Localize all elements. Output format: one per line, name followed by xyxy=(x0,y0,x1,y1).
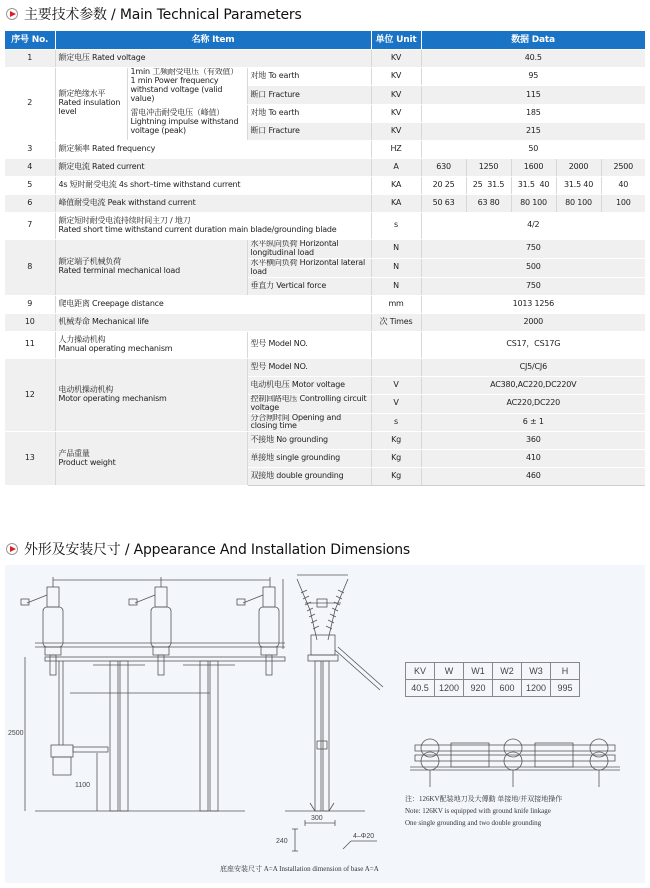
table-row xyxy=(5,239,645,258)
row-no: 8 xyxy=(5,239,55,295)
row-data: CS17，CS17G xyxy=(421,331,645,358)
header-data: 数据 Data xyxy=(421,31,645,50)
row-no: 5 xyxy=(5,176,55,194)
dim-header: W xyxy=(435,663,464,680)
row-data: 50 xyxy=(421,140,645,158)
row-data: 6 ± 1 xyxy=(421,413,645,432)
row-no: 7 xyxy=(5,212,55,239)
table-row xyxy=(5,212,645,239)
row-data-cell: 20 25 xyxy=(421,176,466,194)
insulator-1 xyxy=(21,587,63,675)
table-row xyxy=(5,194,645,212)
group-en: Rated terminal mechanical load xyxy=(58,266,180,276)
note-en-2: One single grounding and two double grounding xyxy=(405,819,542,827)
row-data: CJ5/CJ6 xyxy=(421,358,645,376)
play-bullet-icon xyxy=(6,8,18,20)
row-data: 95 xyxy=(421,68,645,86)
row-unit: Kg xyxy=(371,450,421,468)
header-unit: 单位 Unit xyxy=(371,31,421,50)
row-data: 185 xyxy=(421,104,645,122)
row-data: 1013 1256 xyxy=(421,295,645,313)
group-cn: 额定绝缘水平 xyxy=(58,89,106,99)
row-data: 4/2 xyxy=(421,212,645,239)
row-item: 额定电流 Rated current xyxy=(55,158,371,176)
note-en-1: Note: 126KV is equipped with ground knife linkage xyxy=(405,807,551,815)
row-data: 500 xyxy=(421,258,645,277)
front-view-drawing xyxy=(21,577,285,811)
row-label: 单接地 single grounding xyxy=(247,450,371,468)
row-label: 对地 To earth xyxy=(247,104,371,122)
dimensions-header-row xyxy=(406,663,580,680)
group-en: Product weight xyxy=(58,457,116,467)
row-label: 控制回路电压 Controlling circuit voltage xyxy=(247,394,371,413)
row-unit: 次 Times xyxy=(371,313,421,331)
dim-value: 995 xyxy=(551,680,580,697)
row-data: 410 xyxy=(421,450,645,468)
row-data: 2000 xyxy=(421,313,645,331)
subgroup-cn: 1min 工频耐受电压（有效值） xyxy=(130,67,239,76)
section-title-dimensions xyxy=(6,539,410,559)
row-no: 13 xyxy=(5,432,55,486)
row-item xyxy=(55,212,371,239)
row-unit xyxy=(371,331,421,358)
dim-header: KV xyxy=(406,663,435,680)
dim-header: W3 xyxy=(522,663,551,680)
row-subgroup xyxy=(127,68,247,105)
row-no: 3 xyxy=(5,140,55,158)
row-data-cell: 1600 xyxy=(511,158,556,176)
group-cn: 产品重量 xyxy=(58,448,90,458)
row-label: 水平横向负荷 Horizontal lateral load xyxy=(247,258,371,277)
section-title-text: 主要技术参数 / Main Technical Parameters xyxy=(24,7,302,23)
row-data-cell: 25 31.5 xyxy=(466,176,511,194)
group-cn: 人力操动机构 xyxy=(58,334,106,344)
section-title-parameters xyxy=(6,4,302,24)
parameters-table xyxy=(5,31,646,486)
row-no: 6 xyxy=(5,194,55,212)
dim-header: W1 xyxy=(464,663,493,680)
row-group xyxy=(55,239,247,295)
table-row xyxy=(5,432,645,450)
row-unit: Kg xyxy=(371,432,421,450)
dimensions-table xyxy=(405,662,580,697)
table-row xyxy=(5,313,645,331)
row-unit: V xyxy=(371,394,421,413)
dim-header: H xyxy=(551,663,580,680)
insulator-2 xyxy=(129,587,171,675)
technical-drawing xyxy=(5,565,645,883)
dim-value: 1200 xyxy=(435,680,464,697)
row-data: 360 xyxy=(421,432,645,450)
row-unit: N xyxy=(371,277,421,295)
top-view-drawing xyxy=(410,739,620,787)
row-no: 9 xyxy=(5,295,55,313)
group-en: Rated insulation level xyxy=(58,98,121,117)
row-label: 电动机电压 Motor voltage xyxy=(247,376,371,394)
row-data-cell: 80 100 xyxy=(556,194,601,212)
dimensions-value-row xyxy=(406,680,580,697)
row-unit: V xyxy=(371,376,421,394)
row-unit: KV xyxy=(371,122,421,140)
row-label: 垂直力 Vertical force xyxy=(247,277,371,295)
base-caption: 底座安装尺寸 A=A Installation dimension of base A=A xyxy=(220,865,379,873)
row-unit: N xyxy=(371,258,421,277)
row-group xyxy=(55,331,247,358)
row-unit: KV xyxy=(371,50,421,68)
row-group xyxy=(55,432,247,486)
insulator-3 xyxy=(237,587,279,675)
row-unit: KV xyxy=(371,104,421,122)
row-data: 750 xyxy=(421,239,645,258)
row-item: 额定频率 Rated frequency xyxy=(55,140,371,158)
row-label: 不接地 No grounding xyxy=(247,432,371,450)
header-item: 名称 Item xyxy=(55,31,371,50)
table-header-row xyxy=(5,31,645,50)
row-data-cell: 630 xyxy=(421,158,466,176)
dim-value: 920 xyxy=(464,680,493,697)
table-row xyxy=(5,176,645,194)
row-label: 水平纵向负荷 Horizontal longitudinal load xyxy=(247,239,371,258)
subgroup-en: 1 min Power frequency withstand voltage (valid value) xyxy=(130,75,223,103)
row-unit: s xyxy=(371,413,421,432)
row-label: 型号 Model NO. xyxy=(247,358,371,376)
height-label: 2500 xyxy=(8,730,24,737)
row-unit: KA xyxy=(371,194,421,212)
play-bullet-icon xyxy=(6,543,18,555)
row-data-cell: 63 80 xyxy=(466,194,511,212)
row-data: 215 xyxy=(421,122,645,140)
header-no: 序号 No. xyxy=(5,31,55,50)
group-en: Motor operating mechanism xyxy=(58,394,167,404)
row-unit: mm xyxy=(371,295,421,313)
base-dim-b: 240 xyxy=(276,838,288,845)
base-dim-holes: 4–Φ20 xyxy=(353,833,375,840)
table-row xyxy=(5,331,645,358)
row-label: 型号 Model NO. xyxy=(247,331,371,358)
dim-value: 40.5 xyxy=(406,680,435,697)
row-label: 断口 Fracture xyxy=(247,86,371,104)
row-item: 爬电距离 Creepage distance xyxy=(55,295,371,313)
group-cn: 额定端子机械负荷 xyxy=(58,257,121,267)
row-unit: s xyxy=(371,212,421,239)
base-dim-a: 300 xyxy=(311,815,323,822)
row-label: 断口 Fracture xyxy=(247,122,371,140)
dim-value: 1200 xyxy=(522,680,551,697)
dim-header: W2 xyxy=(493,663,522,680)
table-row xyxy=(5,68,645,86)
row-data: 460 xyxy=(421,468,645,486)
row-no: 12 xyxy=(5,358,55,432)
table-row xyxy=(5,295,645,313)
item-en: Rated short time withstand current duration main blade/grounding blade xyxy=(58,224,337,234)
row-no: 1 xyxy=(5,50,55,68)
row-unit: KV xyxy=(371,86,421,104)
row-subgroup xyxy=(127,104,247,140)
row-data-cell: 2500 xyxy=(601,158,645,176)
row-no: 11 xyxy=(5,331,55,358)
row-item: 机械寿命 Mechanical life xyxy=(55,313,371,331)
group-cn: 电动机操动机构 xyxy=(58,385,114,395)
section-title-text: 外形及安装尺寸 / Appearance And Installation Dimensions xyxy=(24,542,411,558)
row-unit xyxy=(371,358,421,376)
row-item: 额定电压 Rated voltage xyxy=(55,50,371,68)
table-row xyxy=(5,140,645,158)
row-group xyxy=(55,68,127,141)
row-no: 4 xyxy=(5,158,55,176)
subgroup-en: Lightning impulse withstand voltage (peak) xyxy=(130,116,239,135)
table-row xyxy=(5,158,645,176)
row-data-cell: 1250 xyxy=(466,158,511,176)
row-data-cell: 80 100 xyxy=(511,194,556,212)
row-unit: HZ xyxy=(371,140,421,158)
row-unit: A xyxy=(371,158,421,176)
row-item: 4s 短时耐受电流 4s short–time withstand current xyxy=(55,176,371,194)
row-data-cell: 50 63 xyxy=(421,194,466,212)
note-cn: 注：126KV配装地刀及大傳動 单接地/并双接地操作 xyxy=(405,795,563,803)
row-label: 双接地 double grounding xyxy=(247,468,371,486)
subgroup-cn: 雷电冲击耐受电压（峰值） xyxy=(130,107,225,117)
item-cn: 额定短时耐受电流持续时间主刀 / 地刀 xyxy=(58,215,191,225)
row-data-cell: 100 xyxy=(601,194,645,212)
table-row xyxy=(5,358,645,376)
row-label: 对地 To earth xyxy=(247,68,371,86)
dim-value: 600 xyxy=(493,680,522,697)
row-unit: KA xyxy=(371,176,421,194)
row-data-cell: 31.5 40 xyxy=(556,176,601,194)
row-data: 40.5 xyxy=(421,50,645,68)
row-unit: Kg xyxy=(371,468,421,486)
row-data: 115 xyxy=(421,86,645,104)
table-row xyxy=(5,50,645,68)
height2-label: 1100 xyxy=(75,782,91,789)
row-item: 峰值耐受电流 Peak withstand current xyxy=(55,194,371,212)
row-unit: N xyxy=(371,239,421,258)
row-data: 750 xyxy=(421,277,645,295)
row-data-cell: 40 xyxy=(601,176,645,194)
row-label: 分合闸时间 Opening and closing time xyxy=(247,413,371,432)
side-view-drawing xyxy=(283,575,383,851)
group-en: Manual operating mechanism xyxy=(58,343,173,353)
row-data: AC220,DC220 xyxy=(421,394,645,413)
row-group xyxy=(55,358,247,432)
row-data: AC380,AC220,DC220V xyxy=(421,376,645,394)
row-no: 10 xyxy=(5,313,55,331)
row-unit: KV xyxy=(371,68,421,86)
row-data-cell: 31.5 40 xyxy=(511,176,556,194)
installation-drawing-panel xyxy=(5,565,645,883)
row-no: 2 xyxy=(5,68,55,141)
row-data-cell: 2000 xyxy=(556,158,601,176)
